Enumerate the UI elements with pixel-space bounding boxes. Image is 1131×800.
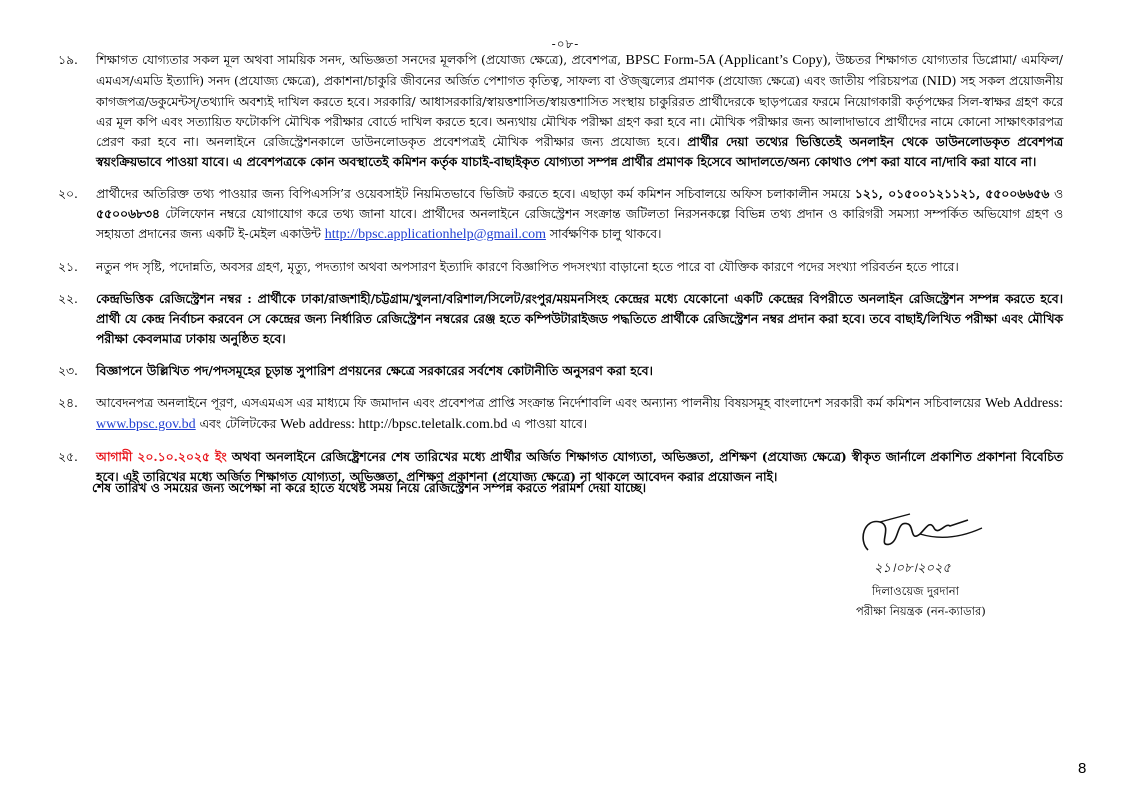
item-text: এ পাওয়া যাবে।: [507, 417, 588, 431]
item-number: ২৩.: [58, 364, 78, 378]
handwritten-signature: [850, 510, 990, 582]
item-number: ২২.: [58, 292, 78, 306]
item-text: নতুন পদ সৃষ্টি, পদোন্নতি, অবসর গ্রহণ, মৃত্যু, পদত্যাগ অথবা অপসারণ ইত্যাদি কারণে বিজ্ঞাপিত পদসংখ্যা বাড়ানো হতে পারে বা যৌক্তিক কারণে পদের সংখ্যা পরিবর্তন হতে পারে।: [96, 260, 959, 274]
page-marker: -০৮-: [551, 37, 580, 51]
page-number: 8: [1078, 760, 1087, 777]
item-number: ২৪.: [58, 396, 78, 410]
item-bold-text: কেন্দ্রভিত্তিক রেজিস্ট্রেশন নম্বর : প্রার্থীকে ঢাকা/রাজশাহী/চট্টগ্রাম/খুলনা/বরিশাল/সিলেট/রংপুর/ময়মনসিংহ কেন্দ্রের মধ্যে যেকোনো একটি কেন্দ্রের বিপরীতে অনলাইন রেজিস্ট্রেশন সম্পন্ন করতে হবে। প্রার্থী যে কেন্দ্র নির্বাচন করবেন সে কেন্দ্রের জন্য নির্ধারিত রেজিস্ট্রেশন নম্বরের রেঞ্জ হতে কম্পিউটারাইজড পদ্ধতিতে প্রার্থীকে রেজিস্ট্রেশন নম্বর প্রদান করা হবে। তবে বাছাই/লিখিত পরীক্ষা এবং মৌখিক পরীক্ষা কেবলমাত্র ঢাকায় অনুষ্ঠিত হবে।: [96, 291, 1063, 346]
item-text: ) সহ সকল প্রয়োজনীয় কাগজপত্র/ডকুমেন্টস্/তথ্যাদি অবশ্যই দাখিল করতে হবে। সরকারি/ আধাসরকারি/স্বায়ত্তশাসিত/স্বায়ত্তশাসিত সংস্থায় চাকুরিরত প্রার্থীদেরকে ছাড়পত্রের ফরমে নিয়োগকারী কর্তৃপক্ষের সিল-স্বাক্ষর গ্রহণ করে এর মূল কপি এবং সত্যায়িত ফটোকপি মৌখিক পরীক্ষার বোর্ডে দাখিল করতে হবে। অন্যথায় মৌখিক পরীক্ষা গ্রহণ করা হবে না। মৌখিক পরীক্ষার জন্য আলাদাভাবে প্রার্থীদের নামে কোনো সাক্ষাৎকারপত্র প্রেরণ করা হবে না। অনলাইনে রেজিস্ট্রেশনকালে ডাউনলোডকৃত প্রবেশপত্রই মৌখিক পরীক্ষার জন্য প্রযোজ্য হবে।: [96, 74, 1064, 149]
advisory-note: শেষ তারিখ ও সময়ের জন্য অপেক্ষা না করে হাতে যথেষ্ট সময় নিয়ে রেজিস্ট্রেশন সম্পন্ন করতে পরামর্শ দেয়া যাচ্ছে।: [92, 480, 647, 495]
item-number: ২৫.: [58, 450, 78, 464]
teletalk-web-address: Web address: http://bpsc.teletalk.com.bd: [280, 417, 508, 432]
item-number: ১৯.: [58, 53, 78, 67]
nid-text: NID: [926, 74, 952, 89]
phone-number-last: ৫৫০০৬৮৩৪: [96, 206, 160, 221]
signature-date: ২১।০৮।২০২৫: [874, 561, 951, 576]
list-item-19: [58, 50, 1063, 172]
web-address-label: Web Address:: [985, 396, 1063, 411]
signer-name: দিলাওয়েজ দুরদানা: [872, 584, 959, 598]
item-bold-text: প্রার্থীর দেয়া তথ্যের ভিত্তিতেই অনলাইন থেকে ডাউনলোডকৃত প্রবেশপত্র স্বয়ংক্রিয়ভাবে পাওয়া যাবে। এ প্রবেশপত্রকে কোন অবস্থাতেই কমিশন কর্তৃক যাচাই-বাছাইকৃত যোগ্যতা সম্পন্ন প্রার্থীর প্রমাণক হিসেবে আদালতে/অন্য কোথাও পেশ করা যাবে না/দাবি করা যাবে না।: [96, 134, 1063, 169]
item-text: আবেদনপত্র অনলাইনে পূরণ, এসএমএস এর মাধ্যমে ফি জমাদান এবং প্রবেশপত্র প্রাপ্তি সংক্রান্ত নির্দেশাবলি এবং অন্যান্য পালনীয় বিষয়সমূহ বাংলাদেশ সরকারী কর্ম কমিশন সচিবালয়ের: [96, 396, 985, 410]
item-number: ২১.: [58, 260, 78, 274]
list-item-23: [58, 361, 1063, 381]
item-bold-text: অথবা অনলাইনে রেজিষ্ট্রেশনের শেষ তারিখের মধ্যে প্রার্থীর অর্জিত শিক্ষাগত যোগ্যতা, অভিজ্ঞতা, প্রশিক্ষণ (প্রযোজ্য ক্ষেত্রে) স্বীকৃত জার্নালে প্রকাশিত প্রকাশনা বিবেচিত হবে। এই তারিখের মধ্যে অর্জিত শিক্ষাগত যোগ্যতা, অভিজ্ঞতা, প্রশিক্ষণ প্রকাশনা (প্রযোজ্য ক্ষেত্রে) না থাকলে আবেদন করার প্রয়োজন নাই।: [96, 449, 1063, 484]
item-text: ও: [1049, 187, 1063, 201]
list-item-21: [58, 257, 1063, 277]
item-text: প্রার্থীদের অতিরিক্ত তথ্য পাওয়ার জন্য বিপিএসসি’র ওয়েবসাইট নিয়মিতভাবে ভিজিট করতে হবে। এছাড়া কর্ম কমিশন সচিবালয়ে অফিস চলাকালীন সময়ে: [96, 187, 855, 201]
item-text: টেলিফোন নম্বরে যোগাযোগ করে তথ্য জানা যাবে। প্রার্থীদের অনলাইনে রেজিস্ট্রেশন সংক্রান্ত জটিলতা নিরসনকল্পে বিভিন্ন তথ্য প্রদান ও কারিগরী সমস্যা সম্পর্কিত অভিযোগ গ্রহণ ও সহায়তা প্রদানের জন্য একটি ই-মেইল একাউন্ট: [96, 207, 1063, 241]
item-text: এবং টেলিটকের: [195, 417, 281, 431]
deadline-date: আগামী ২০.১০.২০২৫ ইং: [96, 449, 227, 464]
list-item-20: [58, 184, 1063, 245]
help-email-link[interactable]: http://bpsc.applicationhelp@gmail.com: [324, 227, 546, 242]
item-number: ২০.: [58, 187, 78, 201]
list-item-24: [58, 393, 1063, 435]
list-item-22: [58, 289, 1063, 349]
item-text: শিক্ষাগত যোগ্যতার সকল মূল অথবা সাময়িক সনদ, অভিজ্ঞতা সনদের মূলকপি (প্রযোজ্য ক্ষেত্রে), প্রবেশপত্র,: [96, 53, 626, 67]
item-text: সার্বক্ষণিক চালু থাকবে।: [545, 227, 662, 241]
signer-title: পরীক্ষা নিয়ন্ত্রক (নন-ক্যাডার): [856, 604, 986, 618]
phone-numbers: ১২১, ০১৫০০১২১১২১, ৫৫০০৬৬৫৬: [854, 186, 1050, 201]
item-bold-text: বিজ্ঞাপনে উল্লিখিত পদ/পদসমূহের চূড়ান্ত সুপারিশ প্রণয়নের ক্ষেত্রে সরকারের সর্বশেষ কোটানীতি অনুসরণ করা হবে।: [96, 363, 653, 378]
bpsc-website-link[interactable]: www.bpsc.gov.bd: [96, 417, 196, 432]
bpsc-form-text: BPSC Form-5A (Applicant’s Copy): [625, 53, 828, 68]
instruction-list: [58, 50, 1063, 499]
item-text: , উচ্চতর শিক্ষাগত যোগ্যতার ডিপ্লোমা/ এমফিল/এমএস/এমডি ইত্যাদি) সনদ (প্রযোজ্য ক্ষেত্রে), প্রকাশনা/চাকুরি জীবনের অর্জিত পেশাগত কৃতিত্ব, সাফল্য বা ঔজ্জ্বল্যের প্রমাণক (প্রযোজ্য ক্ষেত্রে) এবং জাতীয় পরিচয়পত্র (: [96, 53, 1064, 88]
